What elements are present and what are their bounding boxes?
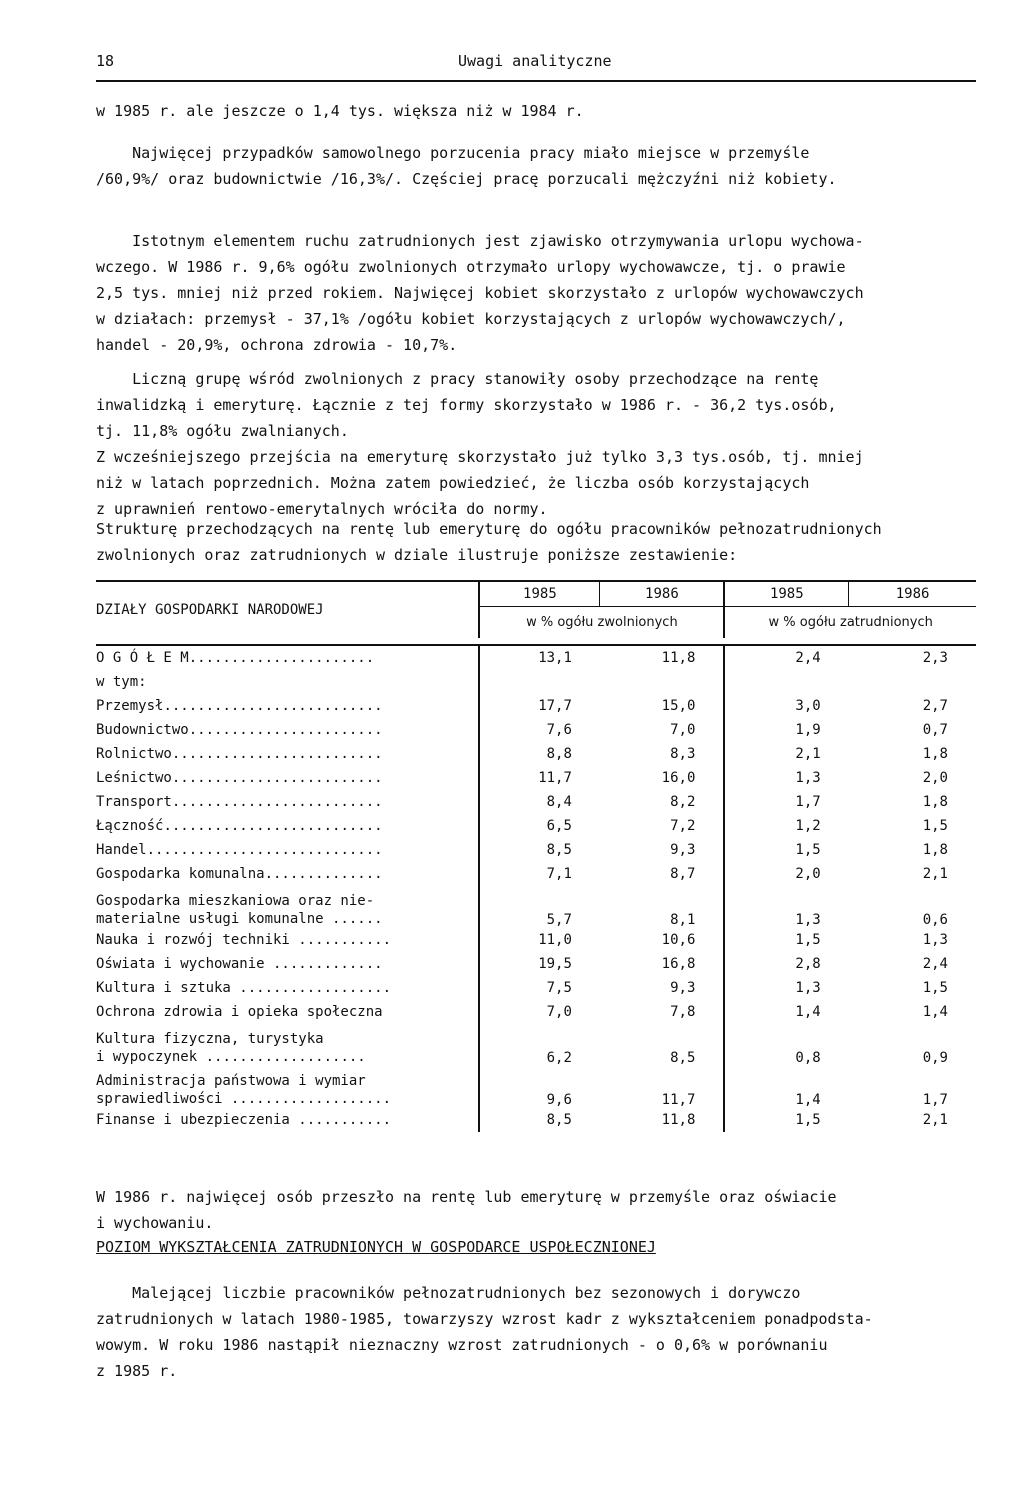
leader-dots: ..................: [230, 980, 392, 996]
row-label: [96, 928, 479, 952]
value-cell: 1,3: [922, 932, 948, 948]
table-row: [96, 1108, 976, 1132]
section-title: POZIOM WYKSZTAŁCENIA ZATRUDNIONYCH W GOSPODARCE USPOŁECZNIONEJ: [96, 1238, 656, 1256]
value-cell: 1,8: [922, 794, 948, 810]
value-cell: 7,5: [479, 976, 600, 1000]
value-cell: 5,7: [479, 886, 600, 928]
leader-dots: ...........: [289, 932, 392, 948]
leader-dots: ..............: [264, 866, 383, 882]
leader-dots: .........................: [171, 770, 383, 786]
value-cell: 15,0: [661, 698, 696, 714]
table-row: [96, 718, 976, 742]
row-name: Gospodarka mieszkaniowa oraz nie- materialne usługi komunalne: [96, 893, 375, 927]
table-label-header: DZIAŁY GOSPODARKI NARODOWEJ: [96, 602, 324, 618]
leader-dots: ......................: [188, 650, 375, 666]
value-cell: 8,8: [479, 742, 600, 766]
value-cell: 0,8: [724, 1024, 848, 1066]
paragraph-2: Najwięcej przypadków samowolnego porzucenia pracy miało miejsce w przemyśle /60,9%/ oraz budownictwie /16,3%/. Częściej pracę porzucali mężczyźni niż kobiety.: [96, 144, 837, 188]
row-label: [96, 1000, 479, 1024]
value-cell: 3,0: [724, 694, 848, 718]
row-name: Nauka i rozwój techniki: [96, 932, 290, 948]
leader-dots: .......................: [188, 722, 383, 738]
value-cell: 1,9: [724, 718, 848, 742]
value-cell: 1,4: [724, 1000, 848, 1024]
page-number: 18: [96, 52, 115, 70]
sub-header-employed: w % ogółu zatrudnionych: [724, 607, 976, 638]
table-row: [96, 976, 976, 1000]
running-title: Uwagi analityczne: [458, 52, 612, 70]
value-cell: [849, 670, 976, 694]
table-row: [96, 645, 976, 670]
leader-dots: ...................: [197, 1049, 366, 1065]
value-cell: 11,8: [661, 1112, 696, 1128]
leader-dots: ...................: [222, 1091, 392, 1107]
leader-dots: .............: [264, 956, 383, 972]
value-cell: 2,0: [724, 862, 848, 886]
value-cell: 2,3: [922, 650, 948, 666]
value-cell: 2,1: [922, 1112, 948, 1128]
year-header: 1986: [849, 581, 976, 607]
value-cell: 1,4: [724, 1066, 848, 1108]
row-name: Budownictwo: [96, 722, 189, 738]
value-cell: 1,5: [724, 838, 848, 862]
table-row: [96, 1066, 976, 1108]
leader-dots: .........................: [171, 794, 383, 810]
row-label: [96, 976, 479, 1000]
row-label: [96, 718, 479, 742]
row-name: Kultura i sztuka: [96, 980, 231, 996]
table-row: [96, 1000, 976, 1024]
row-label: [96, 838, 479, 862]
value-cell: 1,5: [922, 818, 948, 834]
table-row: [96, 814, 976, 838]
row-name: Handel: [96, 842, 147, 858]
value-cell: 13,1: [479, 645, 600, 670]
value-cell: 8,2: [670, 794, 696, 810]
leader-dots: ......: [323, 911, 383, 927]
value-cell: 2,7: [922, 698, 948, 714]
value-cell: 2,4: [922, 956, 948, 972]
value-cell: 0,6: [922, 912, 948, 928]
leader-dots: ...........: [289, 1112, 392, 1128]
year-header: 1985: [479, 581, 600, 607]
value-cell: 1,3: [724, 886, 848, 928]
value-cell: [600, 670, 724, 694]
paragraph-1: w 1985 r. ale jeszcze o 1,4 tys. większa niż w 1984 r.: [96, 102, 584, 120]
structure-table: [96, 580, 976, 1132]
value-cell: 9,3: [670, 842, 696, 858]
value-cell: 19,5: [479, 952, 600, 976]
value-cell: 1,3: [724, 766, 848, 790]
row-label: [96, 766, 479, 790]
row-name: O G Ó Ł E M: [96, 650, 189, 666]
page-header: [96, 52, 976, 76]
row-name: Finanse i ubezpieczenia: [96, 1112, 290, 1128]
value-cell: 7,8: [670, 1004, 696, 1020]
value-cell: 0,9: [922, 1050, 948, 1066]
row-label: [96, 952, 479, 976]
value-cell: 7,0: [479, 1000, 600, 1024]
value-cell: 8,3: [670, 746, 696, 762]
after-table-paragraph: W 1986 r. najwięcej osób przeszło na rentę lub emeryturę w przemyśle oraz oświacie i wychowaniu.: [96, 1188, 837, 1232]
sub-header-dismissed: w % ogółu zwolnionych: [479, 607, 724, 638]
paragraph-4: Liczną grupę wśród zwolnionych z pracy stanowiły osoby przechodzące na rentę inwalidzką i emeryturę. Łącznie z tej formy skorzystało w 1986 r. - 36,2 tys.osób, tj. 11,8% ogółu zwalnianych.: [96, 370, 837, 440]
row-label: [96, 645, 479, 670]
value-cell: 1,2: [724, 814, 848, 838]
row-label: [96, 742, 479, 766]
value-cell: 1,5: [922, 980, 948, 996]
leader-dots: ..........................: [163, 818, 383, 834]
value-cell: 1,5: [724, 928, 848, 952]
table-row: [96, 886, 976, 928]
value-cell: 2,1: [922, 866, 948, 882]
value-cell: 1,7: [724, 790, 848, 814]
table-row: [96, 670, 976, 694]
value-cell: 11,0: [479, 928, 600, 952]
table-row: [96, 790, 976, 814]
leader-dots: .........................: [171, 746, 383, 762]
row-label: [96, 1066, 479, 1108]
value-cell: 1,7: [922, 1092, 948, 1108]
row-name: Gospodarka komunalna: [96, 866, 265, 882]
value-cell: 8,5: [479, 838, 600, 862]
table-row: [96, 862, 976, 886]
value-cell: 1,8: [922, 842, 948, 858]
table-row: [96, 928, 976, 952]
value-cell: 10,6: [661, 932, 696, 948]
row-label: [96, 670, 479, 694]
value-cell: 1,8: [922, 746, 948, 762]
row-label: [96, 790, 479, 814]
value-cell: 8,5: [479, 1108, 600, 1132]
value-cell: 16,8: [661, 956, 696, 972]
paragraph-5: Z wcześniejszego przejścia na emeryturę skorzystało już tylko 3,3 tys.osób, tj. mniej niż w latach poprzednich. Można zatem powiedzieć, że liczba osób korzystających z uprawnień rentowo-emerytalnych wróciła do normy.: [96, 448, 864, 518]
header-rule: [96, 80, 976, 82]
row-name: w tym:: [96, 674, 147, 690]
row-name: Oświata i wychowanie: [96, 956, 265, 972]
value-cell: 8,4: [479, 790, 600, 814]
value-cell: 17,7: [479, 694, 600, 718]
row-label: [96, 814, 479, 838]
row-name: Łączność: [96, 818, 164, 834]
value-cell: 7,1: [479, 862, 600, 886]
table-row: [96, 1024, 976, 1066]
value-cell: 8,1: [670, 912, 696, 928]
paragraph-3: Istotnym elementem ruchu zatrudnionych jest zjawisko otrzymywania urlopu wychowa- wczego. W 1986 r. 9,6% ogółu zwolnionych otrzymało urlopy wychowawcze, tj. o prawie 2,5 tys. mniej niż przed rokiem. Najwięcej kobiet skorzystało z urlopów wychowawczych w działach: przemysł - 37,1% /ogółu kobiet korzystających z urlopów wychowawczych/, handel - 20,9%, ochrona zdrowia - 10,7%.: [96, 232, 864, 354]
value-cell: 7,2: [670, 818, 696, 834]
closing-paragraph: Malejącej liczbie pracowników pełnozatrudnionych bez sezonowych i dorywczo zatrudnionych w latach 1980-1985, towarzyszy wzrost kadr z wykształceniem ponadpodsta- wowym. W roku 1986 nastąpił nieznaczny wzrost zatrudnionych - o 0,6% w porównaniu z 1985 r.: [96, 1284, 873, 1380]
year-header: 1986: [600, 581, 724, 607]
row-name: Kultura fizyczna, turystyka i wypoczynek: [96, 1031, 324, 1065]
table-row: [96, 952, 976, 976]
value-cell: 16,0: [661, 770, 696, 786]
row-label: [96, 886, 479, 928]
value-cell: 2,4: [724, 645, 848, 670]
table-row: [96, 694, 976, 718]
row-name: Ochrona zdrowia i opieka społeczna: [96, 1004, 383, 1020]
leader-dots: ............................: [146, 842, 383, 858]
value-cell: [479, 670, 600, 694]
value-cell: 7,6: [479, 718, 600, 742]
value-cell: 11,8: [661, 650, 696, 666]
value-cell: 0,7: [922, 722, 948, 738]
table-row: [96, 766, 976, 790]
row-label: [96, 1108, 479, 1132]
value-cell: 1,4: [922, 1004, 948, 1020]
value-cell: 1,3: [724, 976, 848, 1000]
row-label: [96, 1024, 479, 1066]
value-cell: 11,7: [661, 1092, 696, 1108]
table-row: [96, 838, 976, 862]
paragraph-6: Strukturę przechodzących na rentę lub emeryturę do ogółu pracowników pełnozatrudnionych zwolnionych oraz zatrudnionych w dziale ilustruje poniższe zestawienie:: [96, 520, 882, 564]
row-label: [96, 694, 479, 718]
year-header: 1985: [724, 581, 848, 607]
value-cell: [724, 670, 848, 694]
row-name: Leśnictwo: [96, 770, 172, 786]
value-cell: 2,8: [724, 952, 848, 976]
value-cell: 8,7: [670, 866, 696, 882]
value-cell: 9,6: [479, 1066, 600, 1108]
row-name: Przemysł: [96, 698, 164, 714]
value-cell: 6,5: [479, 814, 600, 838]
value-cell: 9,3: [670, 980, 696, 996]
value-cell: 2,1: [724, 742, 848, 766]
value-cell: 6,2: [479, 1024, 600, 1066]
value-cell: 7,0: [670, 722, 696, 738]
row-name: Rolnictwo: [96, 746, 172, 762]
table-row: [96, 742, 976, 766]
row-name: Transport: [96, 794, 172, 810]
value-cell: 8,5: [670, 1050, 696, 1066]
value-cell: 11,7: [479, 766, 600, 790]
value-cell: 1,5: [724, 1108, 848, 1132]
row-name: Administracja państwowa i wymiar sprawiedliwości: [96, 1073, 366, 1107]
value-cell: 2,0: [922, 770, 948, 786]
row-label: [96, 862, 479, 886]
leader-dots: ..........................: [163, 698, 383, 714]
